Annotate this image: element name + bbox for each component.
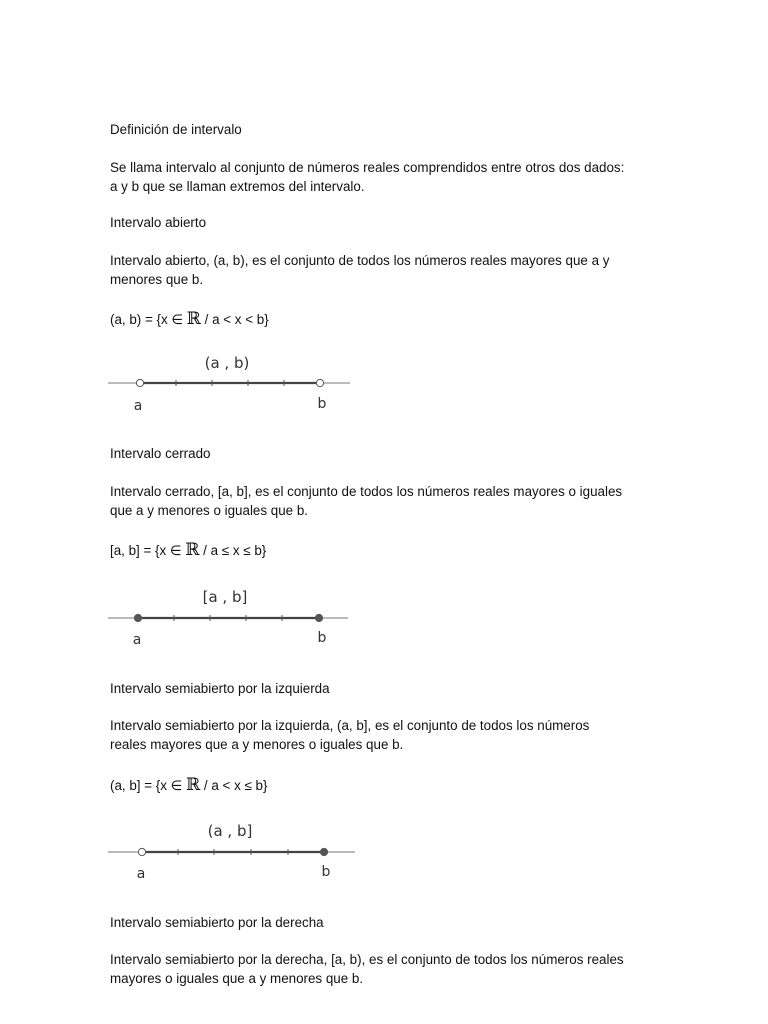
endpoint-b-marker (315, 614, 322, 621)
endpoint-a-marker (136, 379, 143, 386)
page-title: Definición de intervalo (110, 122, 242, 137)
formula-left-open-set: ℝ (186, 775, 201, 795)
section-title-left-open: Intervalo semiabierto por la izquierda (110, 681, 330, 696)
endpoint-b-label: b (321, 864, 331, 880)
interval-notation-label: (a , b] (207, 822, 253, 840)
formula-open-left: (a, b) = {x ∈ (110, 312, 187, 327)
formula-left-open (110, 776, 267, 795)
definition-left-open-line-1: Intervalo semiabierto por la izquierda, (a, b], es el conjunto de todos los números (110, 718, 590, 733)
definition-closed-line-2: que a y menores o iguales que b. (110, 503, 309, 518)
number-line-open-svg (108, 348, 358, 418)
formula-closed-left: [a, b] = {x ∈ (110, 543, 186, 558)
definition-left-open-line-2: reales mayores que a y menores o iguales que b. (110, 737, 404, 752)
endpoint-a-label: a (132, 632, 142, 648)
interval-notation-label: [a , b] (202, 588, 248, 606)
interval-notation-label: (a , b) (204, 354, 250, 372)
number-line-closed-svg (108, 583, 358, 653)
definition-right-open-line-2: mayores o iguales que a y menores que b. (110, 971, 364, 986)
endpoint-a-label: a (136, 866, 146, 882)
definition-open-line-2: menores que b. (110, 272, 204, 287)
formula-closed-right: / a ≤ x ≤ b} (199, 543, 267, 558)
number-line-left-open (108, 817, 358, 887)
formula-left-open-left: (a, b] = {x ∈ (110, 778, 187, 793)
section-title-open: Intervalo abierto (110, 215, 207, 230)
number-line-closed (108, 583, 358, 653)
number-line-left-open-svg (108, 817, 358, 887)
formula-closed-set: ℝ (185, 540, 200, 560)
endpoint-b-marker (316, 379, 323, 386)
formula-open-right: / a < x < b} (200, 312, 269, 327)
definition-closed-line-1: Intervalo cerrado, [a, b], es el conjunto de todos los números reales mayores o iguales (110, 484, 623, 499)
endpoint-b-label: b (317, 396, 327, 412)
formula-left-open-right: / a < x ≤ b} (200, 778, 268, 793)
definition-open-line-1: Intervalo abierto, (a, b), es el conjunto de todos los números reales mayores que a y (110, 253, 610, 268)
formula-open-set: ℝ (186, 309, 201, 329)
number-line-open (108, 348, 358, 418)
formula-closed (110, 541, 266, 560)
definition-right-open-line-1: Intervalo semiabierto por la derecha, [a, b), es el conjunto de todos los números reales (110, 952, 624, 967)
endpoint-a-marker (134, 614, 141, 621)
endpoint-b-marker (320, 848, 327, 855)
section-title-closed: Intervalo cerrado (110, 446, 211, 461)
endpoint-a-marker (138, 848, 145, 855)
endpoint-b-label: b (317, 630, 327, 646)
intro-line-2: a y b que se llaman extremos del intervalo. (110, 179, 365, 194)
section-title-right-open: Intervalo semiabierto por la derecha (110, 915, 324, 930)
endpoint-a-label: a (133, 398, 143, 414)
formula-open (110, 310, 269, 329)
intro-line-1: Se llama intervalo al conjunto de números reales comprendidos entre otros dos dados: (110, 160, 625, 175)
